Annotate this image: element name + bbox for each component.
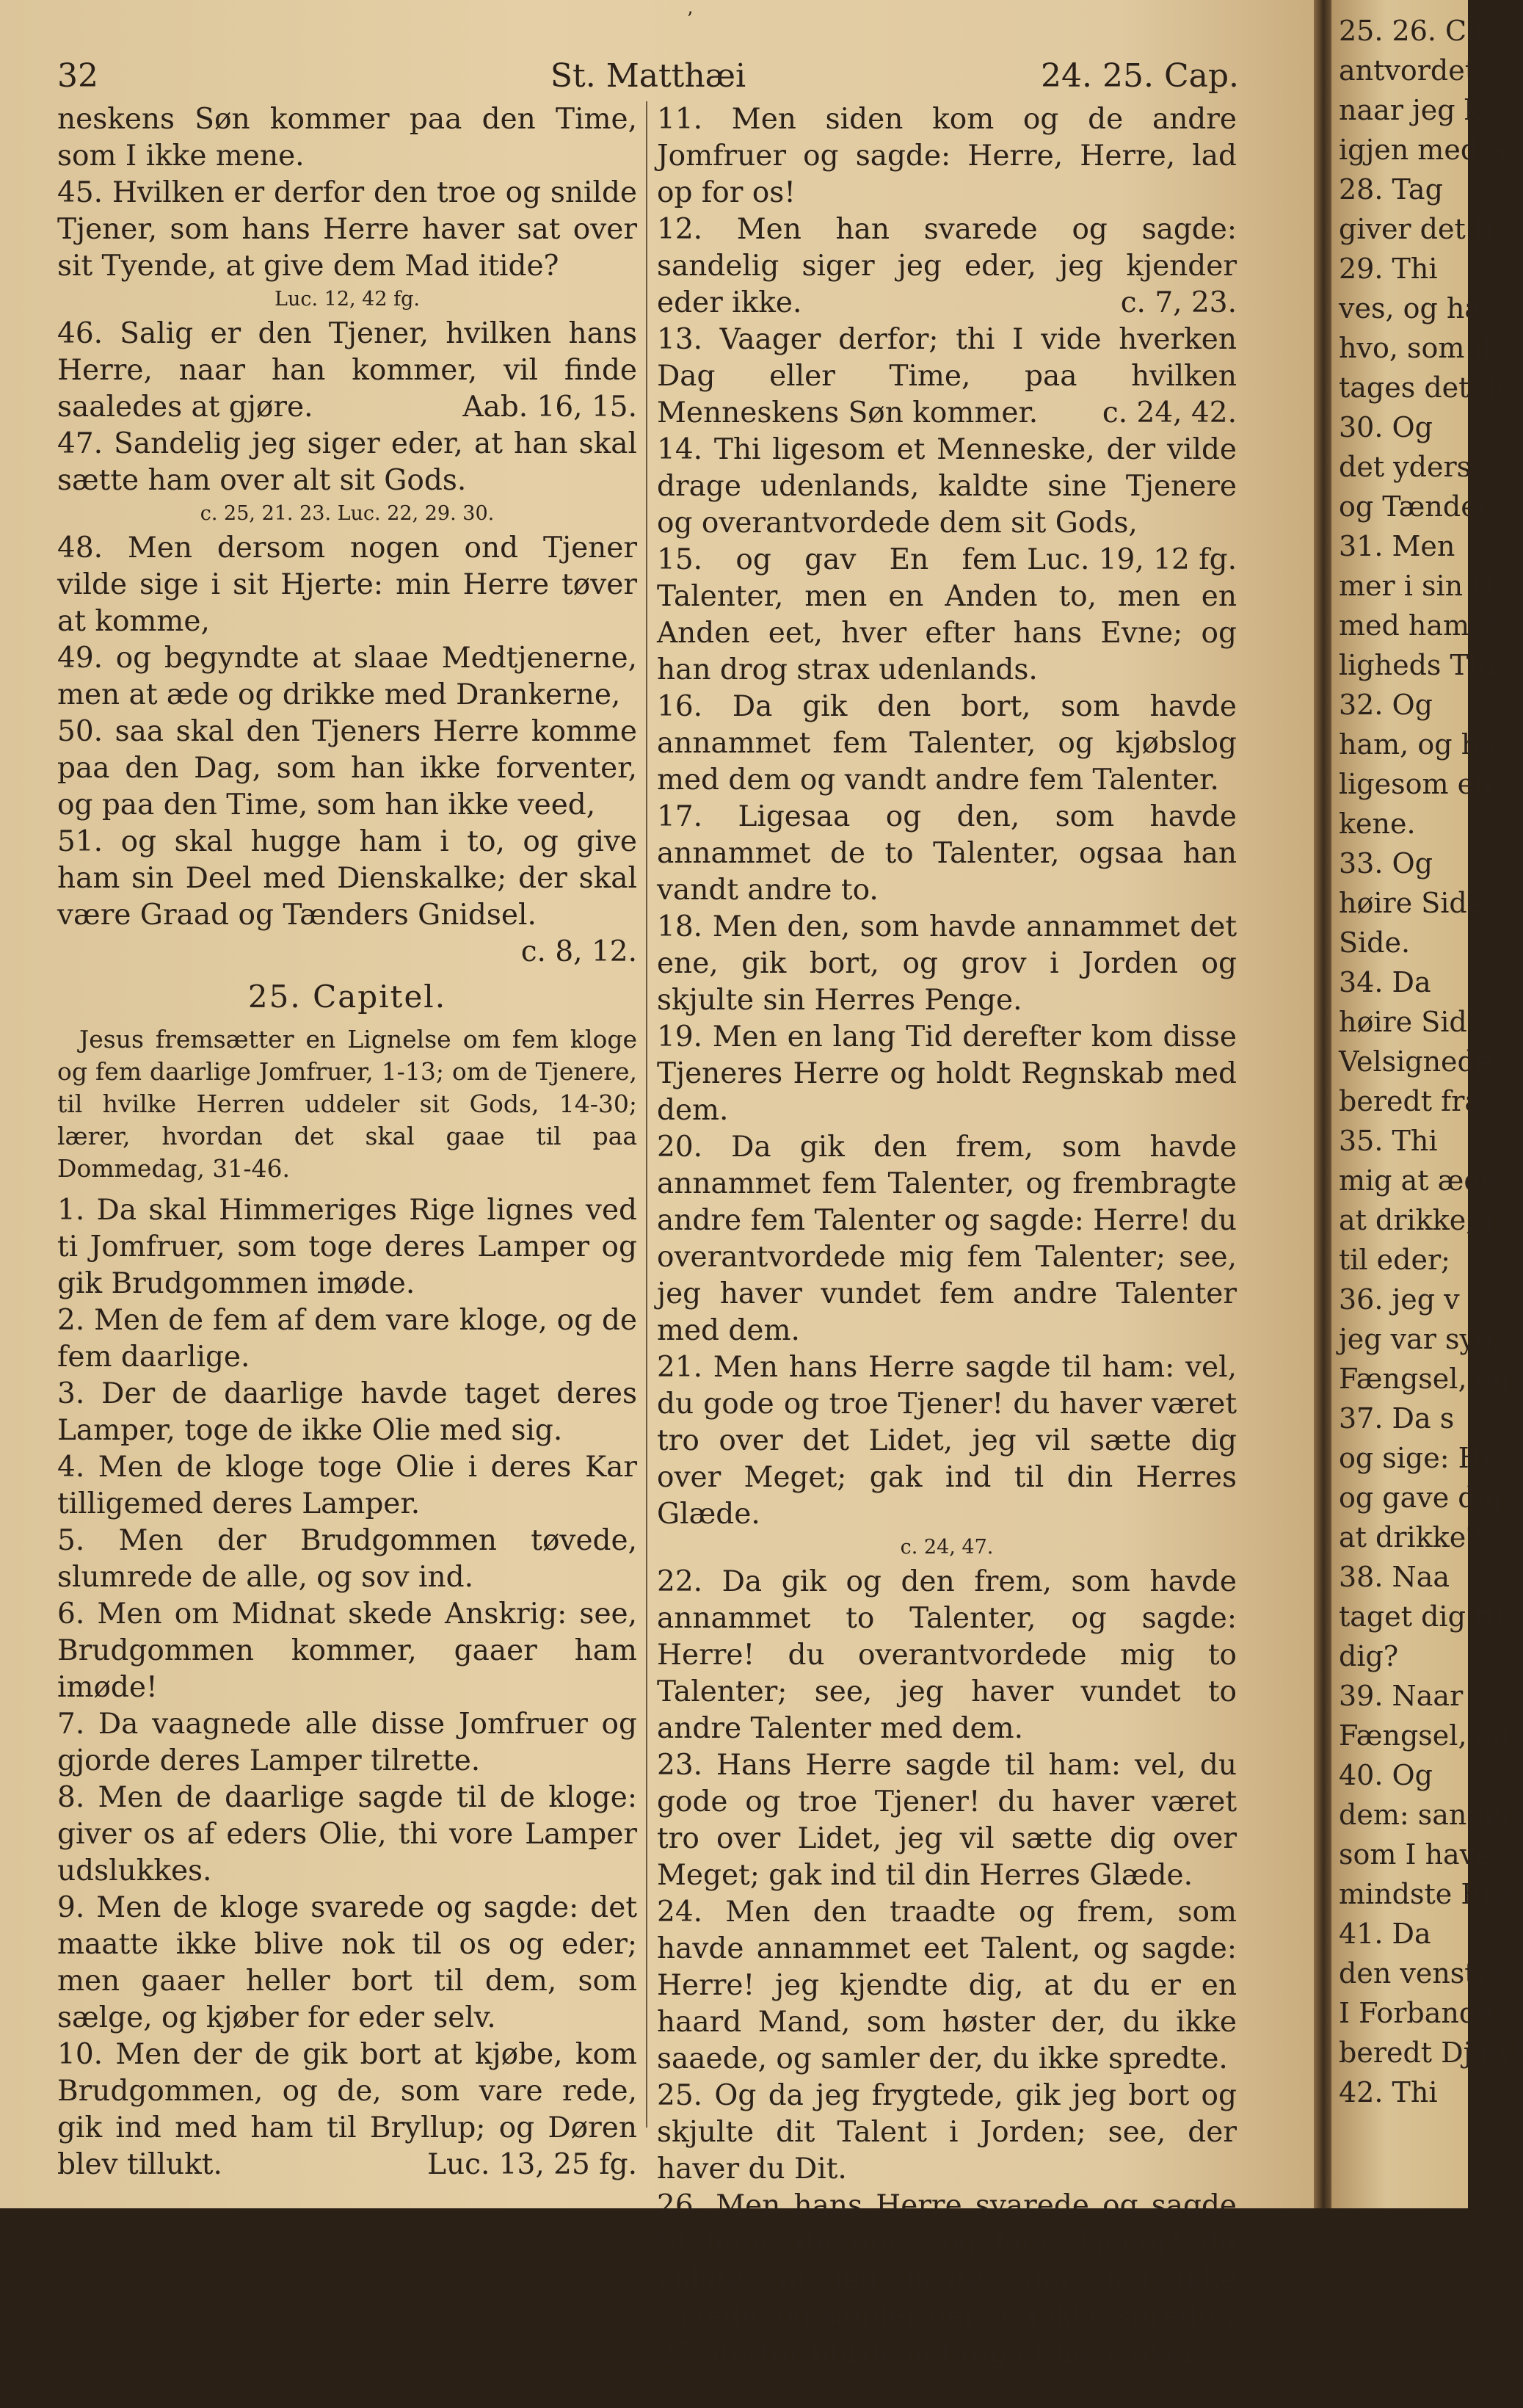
verse: 20. Da gik den frem, som havde annammet fem Talenter, og frembragte andre fem Talenter og sagde: Herre! du overantvordede mig fem Talenter; see, jeg haver vundet fem andre Talenter med dem. [657, 1131, 1237, 1347]
facing-page-line: at drikke; j [1339, 1204, 1493, 1236]
verse: 24. Men den traadte og frem, som havde annammet eet Talent, og sagde: Herre! jeg kjendte dig, at du er en haard Mand, som høster der, du ikke saaede, og samler der, du ikke spredte. [657, 1896, 1237, 2075]
facing-page-line: taget dig til [1339, 1600, 1504, 1633]
facing-page-line: til eder; [1339, 1244, 1450, 1276]
facing-page-line: 25. 26. Ca [1339, 15, 1483, 47]
verse: 9. Men de kloge svarede og sagde: det maatte ikke blive nok til os og eder; men gaaer heller bort til dem, som sælge, og kjøber for eder selv. [57, 1891, 637, 2034]
verse-text: 10. Men der de gik bort at kjøbe, kom Brudgommen, og de, som vare rede, gik ind med ham til Bryllup; og Døren blev tillukt. [57, 2038, 637, 2181]
facing-page-line: at drikke? [1339, 1521, 1481, 1553]
facing-page-line: det yderste [1339, 451, 1499, 483]
verse-text: 13. Vaager derfor; thi I vide hverken Dag eller Time, paa hvilken Menneskens Søn kommer. [657, 323, 1237, 429]
facing-page-line: mer i sin H [1339, 570, 1497, 602]
verse: 25. Og da jeg frygtede, gik jeg bort og skjulte dit Talent i Jorden; see, der haver du Dit. [657, 2079, 1237, 2186]
facing-page-line: den venstre [1339, 1957, 1506, 1990]
verse: 8. Men de daarlige sagde til de kloge: giver os af eders Olie, thi vore Lamper udslukkes. [57, 1781, 637, 1887]
facing-page-line: Velsignede [1339, 1045, 1492, 1078]
right-text-column [657, 101, 1237, 2371]
verse: 49. og begyndte at slaae Medtjenerne, men at æde og drikke med Drankerne, [57, 642, 637, 711]
facing-page-line: 29. Thi [1339, 253, 1438, 285]
column-divider [646, 101, 647, 2128]
facing-page-line: jeg var syg, [1339, 1323, 1502, 1355]
facing-page-line: 39. Naar [1339, 1680, 1464, 1712]
facing-page-line: mindste Brø [1339, 1878, 1512, 1910]
verse [657, 322, 1237, 432]
verse: 17. Ligesaa og den, som havde annammet de to Talenter, ogsaa han vandt andre to. [657, 800, 1237, 907]
facing-page-line: beredt fra [1339, 1085, 1482, 1117]
verse: 27. derfor burde det dig at have over- [657, 2336, 1206, 2369]
verse-text: 51. og skal hugge ham i to, og give ham sin Deel med Dienskalke; der skal være Graad og Tænders Gnidsel. [57, 825, 637, 932]
facing-page-line: kene. [1339, 808, 1416, 840]
verse: neskens Søn kommer paa den Time, som I ikke mene. [57, 103, 637, 173]
facing-page-line: 42. Thi [1339, 2076, 1438, 2108]
verse [57, 316, 637, 426]
verse: 21. Men hans Herre sagde til ham: vel, du gode og troe Tjener! du haver været tro over det Lidet, jeg vil sætte dig over Meget; gak ind til din Herres Glæde. [657, 1351, 1237, 1531]
facing-page-line: 36. jeg v [1339, 1283, 1460, 1316]
facing-page-line: med ham, t [1339, 609, 1499, 642]
verse: 45. Hvilken er derfor den troe og snilde Tjener, som hans Herre haver sat over sit Tyende, at give dem Mad itide? [57, 176, 637, 283]
book-gutter [1314, 0, 1331, 2208]
verse: 1. Da skal Himmeriges Rige lignes ved ti Jomfruer, som toge deres Lamper og gik Brudgommen imøde. [57, 1194, 637, 1300]
verse-list-ch25 [57, 1192, 637, 2183]
verse: 18. Men den, som havde annammet det ene, gik bort, og grov i Jorden og skjulte sin Herres Penge. [657, 910, 1237, 1017]
chapter-summary: Jesus fremsætter en Lignelse om fem kloge og fem daarlige Jomfruer, 1-13; om de Tjenere, til hvilke Herren uddeler sit Gods, 14-30; lærer, hvordan det skal gaae til paa Dommedag, 31-46. [57, 1025, 637, 1183]
cross-reference: Luc. 12, 42 fg. [275, 288, 420, 311]
cross-reference: c. 25, 21. 23. Luc. 22, 29. 30. [200, 502, 495, 525]
running-title: St. Matthæi [550, 57, 746, 95]
facing-page-line: I Forbande [1339, 1997, 1494, 2029]
verse: 47. Sandelig jeg siger eder, at han skal sætte ham over alt sit Gods. [57, 427, 637, 497]
cross-reference: Aab. 16, 15. [462, 391, 637, 424]
facing-page-line: 33. Og [1339, 847, 1433, 880]
verse: 6. Men om Midnat skede Anskrig: see, Brudgommen kommer, gaaer ham imøde! [57, 1598, 637, 1704]
verse: 22. Da gik og den frem, som havde annammet to Talenter, og sagde: Herre! du overantvordede mig to Talenter; see, jeg haver vundet to andre Talenter med dem. [657, 1565, 1237, 1745]
facing-page-line: 30. Og [1339, 411, 1433, 443]
verse: 5. Men der Brudgommen tøvede, slumrede de alle, og sov ind. [57, 1524, 637, 1594]
verse: 50. saa skal den Tjeners Herre komme paa den Dag, som han ikke forventer, og paa den Time, som han ikke veed, [57, 715, 637, 822]
cross-reference: Luc. 13, 25 fg. [427, 2148, 637, 2181]
chapter-reference: 24. 25. Cap. [1041, 57, 1239, 95]
facing-page-line: og gave dig [1339, 1482, 1503, 1514]
facing-page-line: ligesom en [1339, 768, 1492, 800]
facing-page-line: 32. Og [1339, 689, 1433, 721]
facing-page-line: igjen med S [1339, 134, 1507, 166]
facing-page-line: 41. Da [1339, 1918, 1431, 1950]
facing-page-line: høire Side [1339, 887, 1484, 919]
book-page-right-edge [1331, 0, 1523, 2208]
verse [57, 824, 637, 968]
verse: 16. Da gik den bort, som havde annammet fem Talenter, og kjøbslog med dem og vandt andre fem Talenter. [657, 690, 1237, 797]
verse: 4. Men de kloge toge Olie i deres Kar tilligemed deres Lamper. [57, 1451, 637, 1520]
facing-page-line: antvordet [1339, 54, 1476, 87]
facing-page-line: ligheds Thr [1339, 649, 1500, 681]
verse-text: 14. Thi ligesom et Menneske, der vilde drage udenlands, kaldte sine Tjenere og overantvordede dem sit Gods, [657, 433, 1237, 540]
verse [657, 432, 1237, 576]
facing-page-line: dig? [1339, 1640, 1399, 1672]
facing-page-line: 37. Da s [1339, 1402, 1455, 1435]
verse-text: 12. Men han svarede og sagde: sandelig siger jeg eder, jeg kjender eder ikke. [657, 213, 1237, 319]
verse: 15. og gav En fem Talenter, men en Anden to, men en Anden eet, hver efter hans Evne; og han drog strax udenlands. [657, 543, 1237, 686]
facing-page-line: Side. [1339, 926, 1411, 959]
verse [57, 2037, 637, 2183]
verse: 26. Men hans Herre svarede og sagde til ham: du onde og lade Tjener! du vidste, at jeg høster der, jeg ikke saaede, og samler der, jeg ikke spredte; [657, 2189, 1237, 2332]
verse-text: 46. Salig er den Tjener, hvilken hans Herre, naar han kommer, vil finde saaledes at gjøre. [57, 317, 637, 424]
cross-reference: c. 24, 47. [900, 1536, 994, 1559]
verse: 23. Hans Herre sagde til ham: vel, du gode og troe Tjener! du haver været tro over Lidet, jeg vil sætte dig over Meget; gak ind til din Herres Glæde. [657, 1749, 1237, 1892]
facing-page-line: ves, og ha [1339, 292, 1482, 324]
facing-page-line: hvo, som il [1339, 332, 1491, 364]
facing-page-line: 38. Naa [1339, 1561, 1450, 1593]
facing-page-line: 28. Tag [1339, 173, 1443, 206]
facing-page-line: 34. Da [1339, 966, 1431, 998]
page-number: 32 [57, 57, 98, 95]
facing-page-line: som I have [1339, 1838, 1492, 1871]
facing-page-line: naar jeg k [1339, 94, 1481, 126]
facing-page-line: høire Sid [1339, 1006, 1467, 1038]
left-text-column [57, 101, 637, 2183]
verse [657, 211, 1237, 322]
facing-page-line: 31. Men [1339, 530, 1455, 562]
facing-page-line: dem: sandel [1339, 1799, 1511, 1831]
ink-mark: ʼ [686, 9, 693, 31]
facing-page-line: 35. Thi [1339, 1125, 1438, 1157]
cross-reference: Luc. 19, 12 fg. [1027, 543, 1237, 576]
cross-reference: c. 24, 42. [1102, 396, 1237, 429]
facing-page-line: 40. Og [1339, 1759, 1433, 1791]
facing-page-line: og sige: He [1339, 1442, 1500, 1474]
cross-reference: c. 8, 12. [520, 935, 637, 968]
verse-list-ch24 [57, 101, 637, 968]
verse: 3. Der de daarlige havde taget deres Lamper, toge de ikke Olie med sig. [57, 1377, 637, 1447]
cross-reference: c. 7, 23. [1120, 286, 1237, 319]
facing-page-line: ham, og hø [1339, 728, 1496, 761]
facing-page-line: Fængsel, og [1339, 1363, 1511, 1395]
chapter-heading: 25. Capitel. [247, 979, 447, 1015]
facing-page-line: giver det ti [1339, 213, 1495, 245]
verse: 7. Da vaagnede alle disse Jomfruer og gjorde deres Lamper tilrette. [57, 1708, 637, 1777]
running-header [57, 54, 1239, 98]
facing-page-line: mig at æde [1339, 1164, 1499, 1197]
facing-page-line: beredt Djævl [1339, 2037, 1523, 2069]
verse: 2. Men de fem af dem vare kloge, og de fem daarlige. [57, 1304, 637, 1374]
verse-list-right [657, 101, 1237, 2371]
verse: 48. Men dersom nogen ond Tjener vilde sige i sit Hjerte: min Herre tøver at komme, [57, 532, 637, 638]
verse: 11. Men siden kom og de andre Jomfruer og sagde: Herre, Herre, lad op for os! [657, 103, 1237, 209]
verse: 19. Men en lang Tid derefter kom disse Tjeneres Herre og holdt Regnskab med dem. [657, 1020, 1237, 1127]
facing-page-line: og Tænders [1339, 490, 1505, 523]
facing-page-line: Fængsel, og [1339, 1719, 1511, 1752]
facing-page-line: tages det, h [1339, 371, 1506, 404]
